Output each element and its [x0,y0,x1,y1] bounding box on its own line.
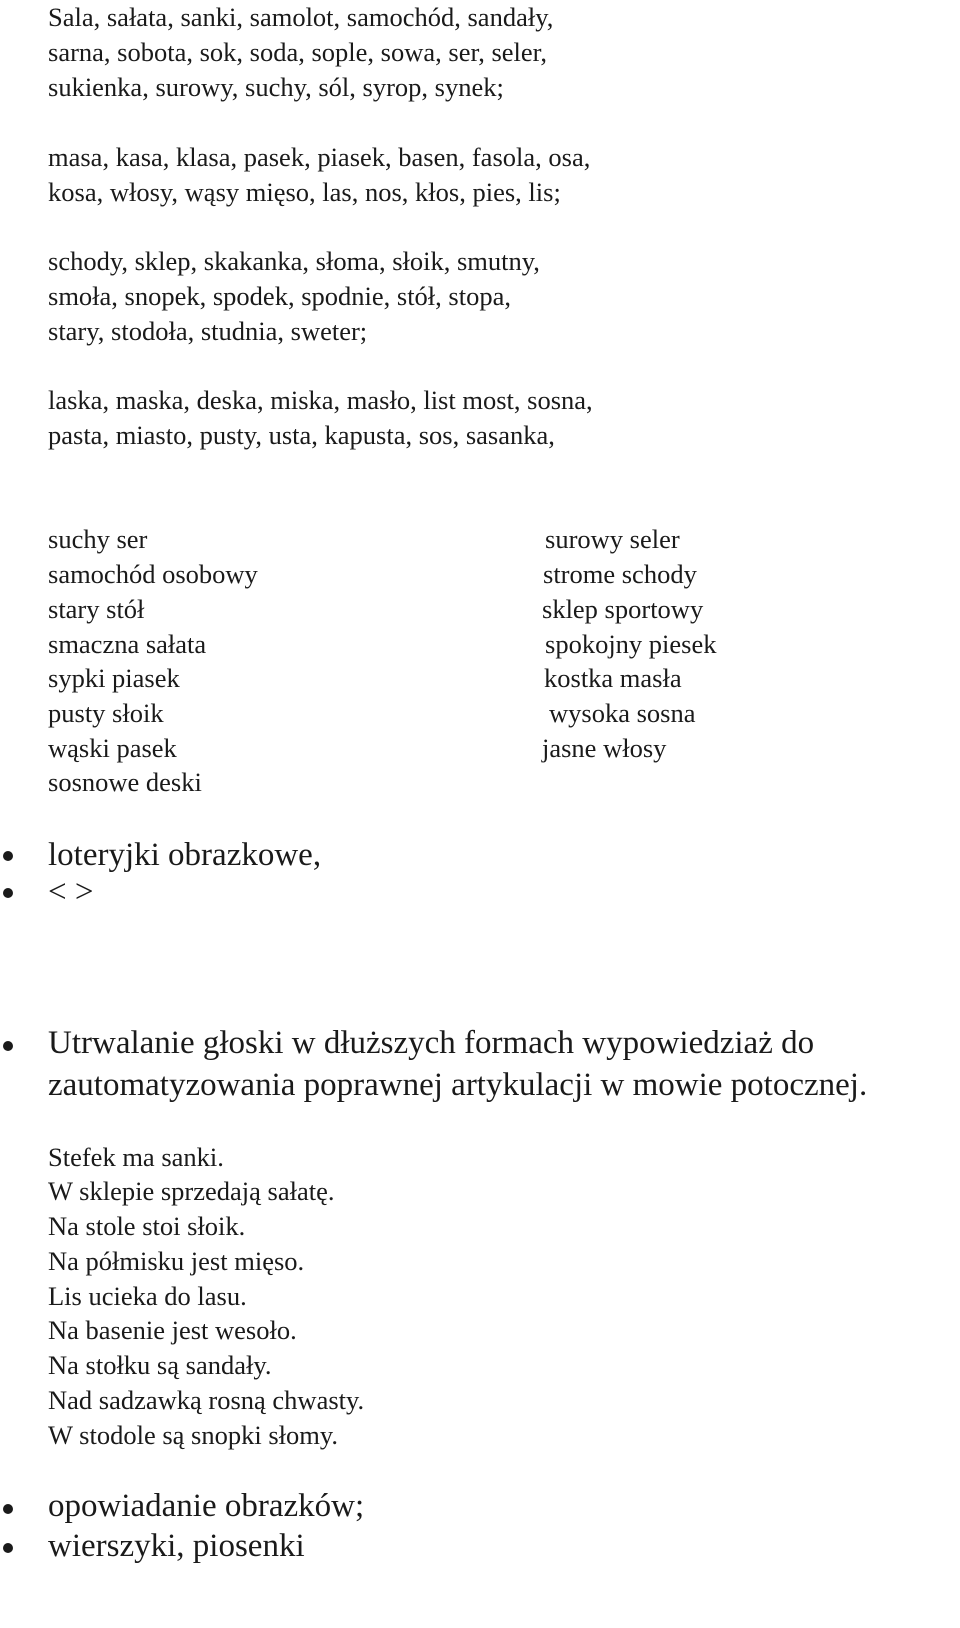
sentence: W sklepie sprzedają sałatę. [48,1176,335,1206]
sentence: Na półmisku jest mięso. [48,1246,305,1276]
bullet-dot [3,888,13,898]
phrase-right: kostka masła [544,663,682,693]
sentence: W stodole są snopki słomy. [48,1420,339,1450]
bullet-item-line-2: zautomatyzowania poprawnej artykulacji w mowie potocznej. [48,1067,868,1103]
paragraph-1-line-2: sarna, sobota, sok, soda, sople, sowa, ser, seler, [48,37,548,67]
bullet-item: < > [48,874,94,910]
bullet-item: opowiadanie obrazków; [48,1488,365,1524]
phrase-right: wysoka sosna [549,698,696,728]
sentence: Lis ucieka do lasu. [48,1281,247,1311]
phrase-left: sosnowe deski [48,767,202,797]
sentence: Na stołku są sandały. [48,1350,272,1380]
paragraph-3-line-2: smoła, snopek, spodek, spodnie, stół, stopa, [48,281,511,311]
paragraph-2-line-1: masa, kasa, klasa, pasek, piasek, basen, fasola, osa, [48,142,591,172]
bullet-item: wierszyki, piosenki [48,1528,305,1564]
sentence: Na stole stoi słoik. [48,1211,246,1241]
paragraph-4-line-1: laska, maska, deska, miska, masło, list most, sosna, [48,385,593,415]
bullet-dot [3,1543,13,1553]
phrase-left: suchy ser [48,524,148,554]
bullet-item: loteryjki obrazkowe, [48,837,322,873]
paragraph-1-line-3: sukienka, surowy, suchy, sól, syrop, synek; [48,72,504,102]
sentence: Nad sadzawką rosną chwasty. [48,1385,365,1415]
sentence: Na basenie jest wesoło. [48,1315,297,1345]
paragraph-1-line-1: Sala, sałata, sanki, samolot, samochód, sandały, [48,2,554,32]
phrase-left: smaczna sałata [48,629,207,659]
phrase-right: spokojny piesek [545,629,717,659]
phrase-left: stary stół [48,594,145,624]
paragraph-3-line-1: schody, sklep, skakanka, słoma, słoik, smutny, [48,246,540,276]
bullet-dot [3,1504,13,1514]
bullet-dot [3,851,13,861]
phrase-left: sypki piasek [48,663,180,693]
phrase-left: wąski pasek [48,733,177,763]
paragraph-4-line-2: pasta, miasto, pusty, usta, kapusta, sos, sasanka, [48,420,555,450]
paragraph-2-line-2: kosa, włosy, wąsy mięso, las, nos, kłos, pies, lis; [48,177,561,207]
paragraph-3-line-3: stary, stodoła, studnia, sweter; [48,316,368,346]
phrase-right: surowy seler [545,524,680,554]
phrase-left: pusty słoik [48,698,164,728]
phrase-right: sklep sportowy [542,594,704,624]
sentence: Stefek ma sanki. [48,1142,224,1172]
bullet-item-line-1: Utrwalanie głoski w dłuższych formach wypowiedziaż do [48,1025,815,1061]
phrase-right: jasne włosy [542,733,667,763]
phrase-right: strome schody [543,559,697,589]
bullet-dot [3,1041,13,1051]
phrase-left: samochód osobowy [48,559,258,589]
